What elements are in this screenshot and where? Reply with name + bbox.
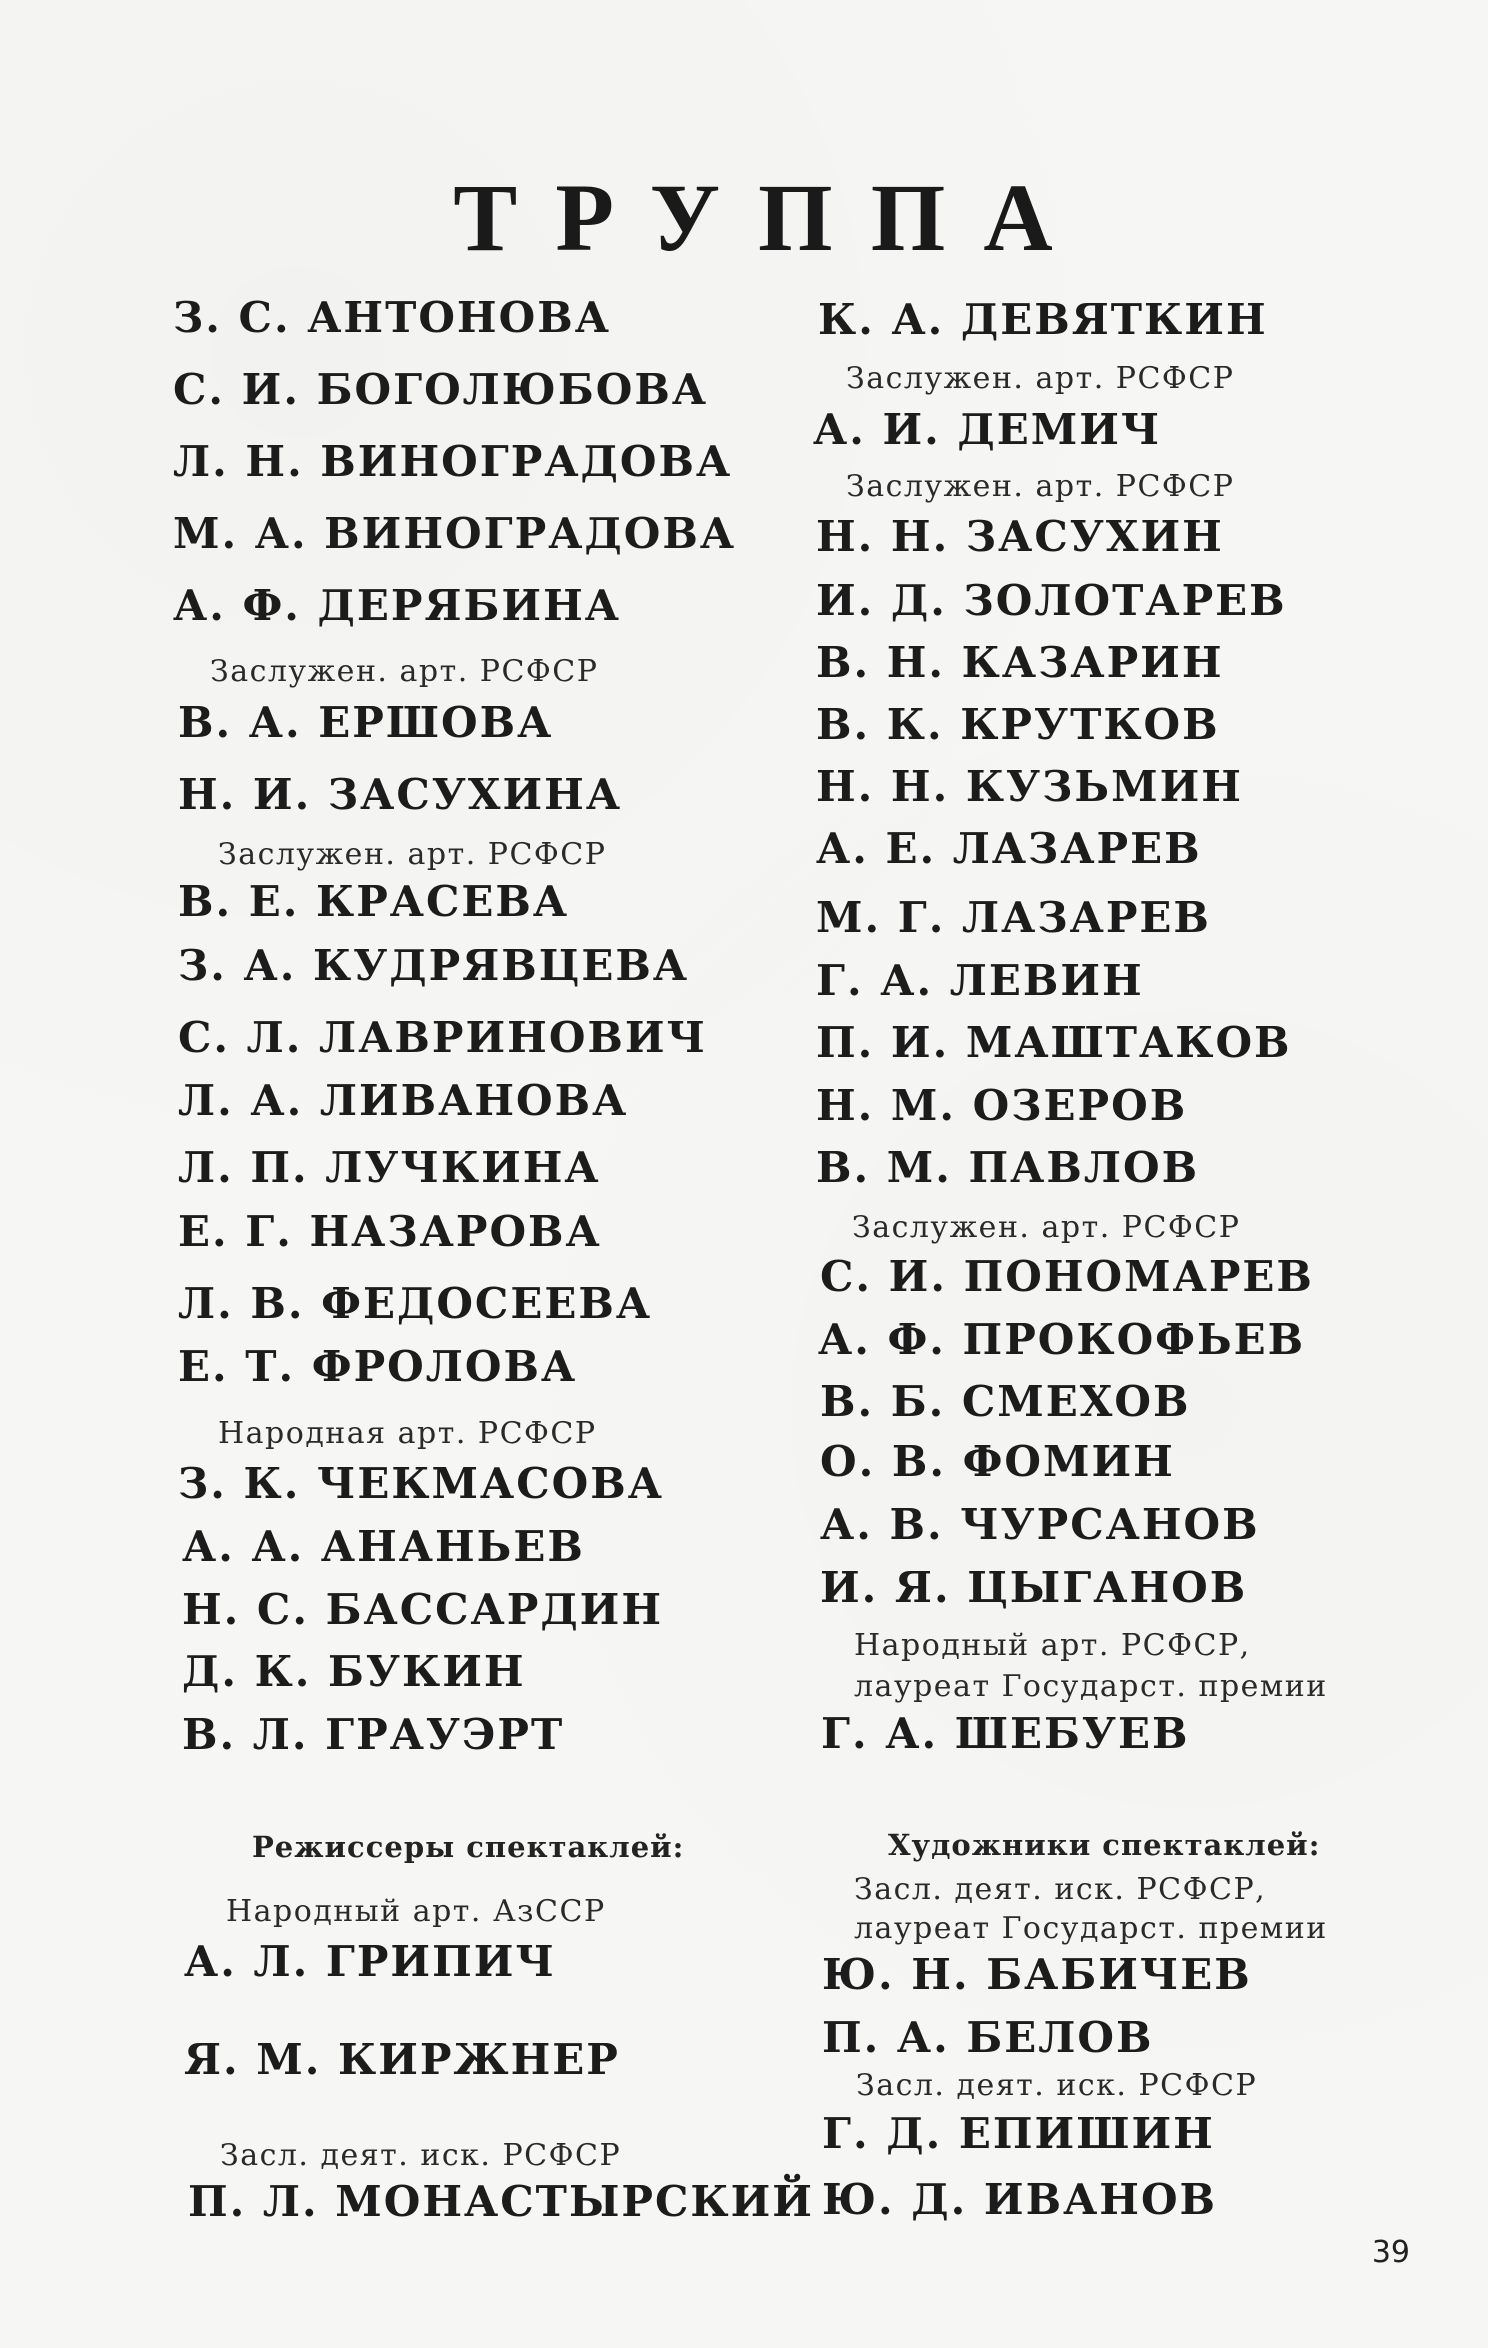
troupe-name-right-16: В. Б. СМЕХОВ xyxy=(820,1377,1191,1426)
troupe-name-20: В. Л. ГРАУЭРТ xyxy=(182,1710,565,1759)
troupe-name-17: А. А. АНАНЬЕВ xyxy=(182,1522,585,1571)
troupe-name-right-2: А. И. ДЕМИЧ xyxy=(813,405,1162,454)
troupe-name-right-11: П. И. МАШТАКОВ xyxy=(816,1018,1292,1067)
troupe-name-right-13: В. М. ПАВЛОВ xyxy=(816,1143,1200,1192)
troupe-title-right-14: Заслужен. арт. РСФСР xyxy=(852,1210,1241,1245)
troupe-name-right-5: В. Н. КАЗАРИН xyxy=(816,638,1224,687)
troupe-title-right-2: Заслужен. арт. РСФСР xyxy=(846,361,1235,396)
troupe-title-8: Заслужен. арт. РСФСР xyxy=(218,837,607,872)
artist-title-1-line-2: лауреат Государст. премии xyxy=(854,1911,1328,1946)
troupe-title-right-20-line-2: лауреат Государст. премии xyxy=(854,1669,1328,1704)
troupe-name-15: Е. Т. ФРОЛОВА xyxy=(178,1342,578,1391)
director-title-1: Народный арт. АзССР xyxy=(226,1894,606,1929)
page-number: 39 xyxy=(1371,2235,1410,2270)
troupe-name-9: З. А. КУДРЯВЦЕВА xyxy=(178,941,690,990)
troupe-name-18: Н. С. БАССАРДИН xyxy=(182,1585,664,1634)
troupe-name-right-17: О. В. ФОМИН xyxy=(820,1437,1175,1486)
troupe-name-13: Е. Г. НАЗАРОВА xyxy=(178,1207,602,1256)
troupe-title-right-3: Заслужен. арт. РСФСР xyxy=(846,469,1235,504)
troupe-name-8: В. Е. КРАСЕВА xyxy=(178,877,570,926)
troupe-name-right-9: М. Г. ЛАЗАРЕВ xyxy=(816,893,1211,942)
artist-name-2: П. А. БЕЛОВ xyxy=(822,2013,1154,2062)
artist-name-4: Ю. Д. ИВАНОВ xyxy=(822,2175,1218,2224)
troupe-title-6: Заслужен. арт. РСФСР xyxy=(210,654,599,689)
troupe-name-right-20: Г. А. ШЕБУЕВ xyxy=(821,1709,1190,1758)
directors-heading: Режиссеры спектаклей: xyxy=(252,1830,685,1864)
artist-title-3: Засл. деят. иск. РСФСР xyxy=(856,2068,1258,2103)
troupe-name-7: Н. И. ЗАСУХИНА xyxy=(178,770,623,819)
troupe-name-3: Л. Н. ВИНОГРАДОВА xyxy=(173,437,733,486)
troupe-name-2: С. И. БОГОЛЮБОВА xyxy=(173,365,709,414)
artist-title-1: Засл. деят. иск. РСФСР, xyxy=(854,1872,1267,1907)
troupe-name-right-18: А. В. ЧУРСАНОВ xyxy=(820,1500,1260,1549)
troupe-name-right-15: А. Ф. ПРОКОФЬЕВ xyxy=(818,1315,1306,1364)
troupe-name-right-8: А. Е. ЛАЗАРЕВ xyxy=(816,824,1202,873)
troupe-title-right-20: Народный арт. РСФСР, xyxy=(854,1628,1251,1663)
troupe-name-right-4: И. Д. ЗОЛОТАРЕВ xyxy=(816,576,1287,625)
troupe-name-right-7: Н. Н. КУЗЬМИН xyxy=(816,762,1243,811)
troupe-name-16: З. К. ЧЕКМАСОВА xyxy=(178,1459,664,1508)
troupe-name-right-12: Н. М. ОЗЕРОВ xyxy=(816,1081,1188,1130)
troupe-name-12: Л. П. ЛУЧКИНА xyxy=(178,1143,601,1192)
artist-name-3: Г. Д. ЕПИШИН xyxy=(822,2109,1215,2158)
troupe-name-right-6: В. К. КРУТКОВ xyxy=(816,700,1220,749)
troupe-name-19: Д. К. БУКИН xyxy=(182,1647,526,1696)
troupe-name-right-10: Г. А. ЛЕВИН xyxy=(816,956,1144,1005)
artist-name-1: Ю. Н. БАБИЧЕВ xyxy=(822,1950,1252,1999)
page-title: ТРУППА xyxy=(453,164,1091,271)
director-title-3: Засл. деят. иск. РСФСР xyxy=(220,2138,622,2173)
troupe-name-14: Л. В. ФЕДОСЕЕВА xyxy=(178,1279,653,1328)
artists-heading: Художники спектаклей: xyxy=(888,1828,1321,1862)
troupe-name-6: В. А. ЕРШОВА xyxy=(178,698,554,747)
troupe-name-1: З. С. АНТОНОВА xyxy=(173,293,611,342)
director-name-3: П. Л. МОНАСТЫРСКИЙ xyxy=(188,2177,814,2226)
troupe-name-10: С. Л. ЛАВРИНОВИЧ xyxy=(178,1013,707,1062)
troupe-name-4: М. А. ВИНОГРАДОВА xyxy=(173,509,737,558)
director-name-2: Я. М. КИРЖНЕР xyxy=(184,2035,620,2084)
troupe-name-right-14: С. И. ПОНОМАРЕВ xyxy=(820,1252,1314,1301)
troupe-name-right-1: К. А. ДЕВЯТКИН xyxy=(818,295,1268,344)
troupe-name-11: Л. А. ЛИВАНОВА xyxy=(178,1076,629,1125)
director-name-1: А. Л. ГРИПИЧ xyxy=(184,1937,556,1986)
troupe-name-right-3: Н. Н. ЗАСУХИН xyxy=(816,512,1224,561)
troupe-title-16: Народная арт. РСФСР xyxy=(218,1416,597,1451)
troupe-name-5: А. Ф. ДЕРЯБИНА xyxy=(173,581,621,630)
troupe-name-right-19: И. Я. ЦЫГАНОВ xyxy=(820,1563,1248,1612)
